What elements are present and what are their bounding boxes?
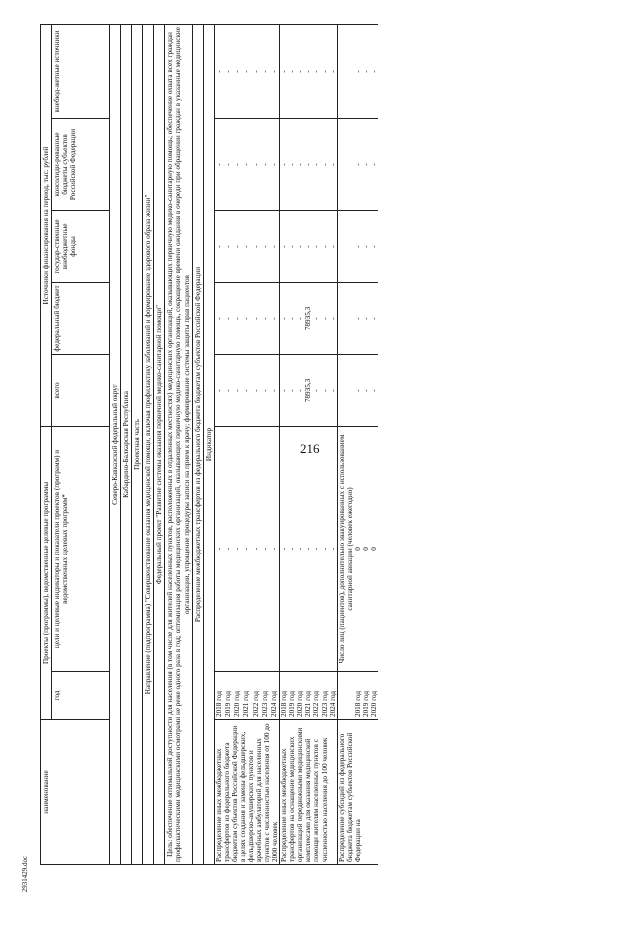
consolidated-value: - <box>242 118 251 210</box>
total-value: - <box>270 354 280 426</box>
year-cell: 2021 год <box>304 672 312 720</box>
goal-value: - <box>233 426 242 671</box>
year-cell: 2019 год <box>362 672 370 720</box>
goal-value: - <box>312 426 320 671</box>
goal-value: 0 <box>362 426 370 671</box>
state-funds-value: - <box>296 210 304 282</box>
state-funds-value: - <box>261 210 270 282</box>
band-district: Северо-Кавказский федеральный округ <box>110 24 121 864</box>
table-header <box>41 24 110 864</box>
consolidated-value: - <box>214 118 224 210</box>
header-state-funds: государ-ственные внебюджетные фонды <box>52 210 110 282</box>
header-offbudget: внебюд-жетные источники <box>52 24 110 118</box>
state-funds-value: - <box>288 210 296 282</box>
offbudget-value: - <box>362 24 370 118</box>
total-value: - <box>354 354 362 426</box>
consolidated-value: - <box>304 118 312 210</box>
indicator-text: Число лиц (пациентов), дополнительно эвакуированных с использованием санитарной авиации (человек ежегодно) <box>337 426 354 671</box>
state-funds-value: - <box>233 210 242 282</box>
goal-value: - <box>224 426 233 671</box>
consolidated-value: - <box>288 118 296 210</box>
federal-value: - <box>321 282 329 354</box>
federal-value: 78935,3 <box>304 282 312 354</box>
state-funds-value: - <box>362 210 370 282</box>
federal-value: - <box>296 282 304 354</box>
state-funds-value: - <box>280 210 289 282</box>
band-federal-project: Федеральный проект "Развитие системы оказания первичной медико-санитарной помощи" <box>154 24 165 864</box>
year-cell: 2018 год <box>214 672 224 720</box>
offbudget-value: - <box>329 24 338 118</box>
federal-value: - <box>280 282 289 354</box>
federal-value: - <box>252 282 261 354</box>
band-goal: Цель: обеспечение оптимальной доступности для населения (в том числе для жителей населенных пунктов, расположенных в отдаленных местностях) медицинских организаций, оказывающих первичную медико-санитарную помощь; обеспечение охвата всех граждан профилактическими медицинскими осмотрами не реже одного раза в год; оптимизация работы медицинских организаций, оказывающих первичную медико-санитарную помощь, сокращение времени ожидания в очереди при обращении граждан в указанные медицинские организации, упрощение процедуры записи на прием к врачу; формирование системы защиты прав пациентов <box>165 24 192 864</box>
federal-value: - <box>362 282 370 354</box>
offbudget-value: - <box>280 24 289 118</box>
total-value: - <box>321 354 329 426</box>
year-cell: 2022 год <box>312 672 320 720</box>
consolidated-value: - <box>270 118 280 210</box>
state-funds-value: - <box>252 210 261 282</box>
total-value: - <box>296 354 304 426</box>
year-cell: 2023 год <box>261 672 270 720</box>
empty-cell <box>337 354 354 426</box>
total-value: - <box>370 354 378 426</box>
offbudget-value: - <box>296 24 304 118</box>
consolidated-value: - <box>224 118 233 210</box>
total-value: - <box>224 354 233 426</box>
year-cell: 2018 год <box>280 672 289 720</box>
goal-value: - <box>252 426 261 671</box>
federal-value: - <box>270 282 280 354</box>
empty-cell <box>337 118 354 210</box>
offbudget-value: - <box>224 24 233 118</box>
total-value: - <box>242 354 251 426</box>
offbudget-value: - <box>242 24 251 118</box>
goal-value: - <box>242 426 251 671</box>
offbudget-value: - <box>304 24 312 118</box>
consolidated-value: - <box>362 118 370 210</box>
offbudget-value: - <box>261 24 270 118</box>
consolidated-value: - <box>296 118 304 210</box>
federal-value: - <box>233 282 242 354</box>
total-value: - <box>214 354 224 426</box>
state-funds-value: - <box>354 210 362 282</box>
header-year: год <box>52 672 110 720</box>
consolidated-value: - <box>261 118 270 210</box>
consolidated-value: - <box>252 118 261 210</box>
year-cell: 2018 год <box>354 672 362 720</box>
section-bands <box>110 24 215 864</box>
state-funds-value: - <box>321 210 329 282</box>
document-id: 2931429.doc <box>21 855 29 893</box>
header-projects-group: Проекты (программы), ведомственные целевые программы <box>41 426 52 719</box>
consolidated-value: - <box>233 118 242 210</box>
offbudget-value: - <box>321 24 329 118</box>
empty-cell <box>337 282 354 354</box>
year-cell: 2020 год <box>370 672 378 720</box>
year-cell: 2022 год <box>252 672 261 720</box>
offbudget-value: - <box>270 24 280 118</box>
consolidated-value: - <box>354 118 362 210</box>
year-cell: 2021 год <box>242 672 251 720</box>
total-value: - <box>362 354 370 426</box>
consolidated-value: - <box>312 118 320 210</box>
federal-value: - <box>329 282 338 354</box>
table-row <box>280 24 289 864</box>
goal-value: - <box>261 426 270 671</box>
offbudget-value: - <box>354 24 362 118</box>
federal-value: - <box>242 282 251 354</box>
goal-value: - <box>270 426 280 671</box>
total-value: - <box>233 354 242 426</box>
total-value: - <box>312 354 320 426</box>
goal-value: - <box>280 426 289 671</box>
federal-value: - <box>214 282 224 354</box>
rotated-page-content <box>40 25 600 865</box>
band-distribution: Распределение межбюджетных трансфертов из федерального бюджета бюджетам субъектов Российской Федерации <box>192 24 203 864</box>
offbudget-value: - <box>252 24 261 118</box>
consolidated-value: - <box>280 118 289 210</box>
empty-cell <box>337 210 354 282</box>
group-name: Распределение субсидий из федерального бюджета бюджетам субъектов Российской Федерации на <box>337 720 378 865</box>
goal-value: - <box>296 426 304 671</box>
goal-value: 0 <box>370 426 378 671</box>
offbudget-value: - <box>233 24 242 118</box>
offbudget-value: - <box>370 24 378 118</box>
total-value: - <box>288 354 296 426</box>
goal-value: - <box>321 426 329 671</box>
financing-table <box>40 24 378 865</box>
state-funds-value: - <box>224 210 233 282</box>
year-cell: 2024 год <box>329 672 338 720</box>
state-funds-value: - <box>304 210 312 282</box>
consolidated-value: - <box>321 118 329 210</box>
goal-value: - <box>329 426 338 671</box>
band-indicator: Индикатор <box>203 24 214 864</box>
offbudget-value: - <box>288 24 296 118</box>
header-federal: федеральный бюджет <box>52 282 110 354</box>
state-funds-value: - <box>329 210 338 282</box>
total-value: 78935,3 <box>304 354 312 426</box>
total-value: - <box>252 354 261 426</box>
total-value: - <box>329 354 338 426</box>
offbudget-value: - <box>312 24 320 118</box>
group-name: Распределение иных межбюджетных трансфертов на оснащение медицинских организаций передвижными медицинскими комплексами для оказания медицинской помощи жителям населенных пунктов с численностью населения до 100 человек <box>280 720 337 865</box>
federal-value: - <box>370 282 378 354</box>
state-funds-value: - <box>312 210 320 282</box>
group-transfers-paramedic-points <box>214 24 280 864</box>
year-cell <box>337 672 354 720</box>
header-goals: цели и целевые индикаторы и показатели проектов (программ) и ведомственных целевых программ* <box>52 426 110 671</box>
consolidated-value: - <box>329 118 338 210</box>
federal-value: - <box>312 282 320 354</box>
goal-value: - <box>288 426 296 671</box>
empty-cell <box>337 24 354 118</box>
page-number: 216 <box>300 441 320 456</box>
offbudget-value: - <box>214 24 224 118</box>
group-transfers-mobile-complexes <box>280 24 337 864</box>
header-total: всего <box>52 354 110 426</box>
header-name: наименование <box>41 720 110 865</box>
header-consolidated: консолиди-рованные бюджеты субъектов Российской Федерации <box>52 118 110 210</box>
total-value: - <box>261 354 270 426</box>
goal-value: 0 <box>354 426 362 671</box>
goal-value: - <box>214 426 224 671</box>
state-funds-value: - <box>242 210 251 282</box>
indicator-row <box>337 24 354 864</box>
year-cell: 2024 год <box>270 672 280 720</box>
year-cell: 2019 год <box>288 672 296 720</box>
goal-value: - <box>304 426 312 671</box>
state-funds-value: - <box>270 210 280 282</box>
band-project-part: Проектная часть <box>132 24 143 864</box>
state-funds-value: - <box>214 210 224 282</box>
band-region: Кабардино-Балкарская Республика <box>121 24 132 864</box>
federal-value: - <box>354 282 362 354</box>
group-subsidies-air-ambulance <box>337 24 378 864</box>
year-cell: 2020 год <box>296 672 304 720</box>
federal-value: - <box>288 282 296 354</box>
table-row <box>214 24 224 864</box>
band-direction: Направление (подпрограмма) "Совершенствование оказания медицинской помощи, включая профилактику заболеваний и формирование здорового образа жизни" <box>143 24 154 864</box>
group-name: Распределение иных межбюджетных трансфертов из федерального бюджета бюджетам субъектов Российской Федерации в целях создания и замены фельдшерских, фельдшерско-акушерских пунктов и врачебных амбулаторий для населенных пунктов с численностью населения от 100 до 2000 человек <box>214 720 280 865</box>
year-cell: 2019 год <box>224 672 233 720</box>
header-sources-group: Источники финансирования на период, тыс. рублей <box>41 24 52 426</box>
year-cell: 2020 год <box>233 672 242 720</box>
federal-value: - <box>224 282 233 354</box>
consolidated-value: - <box>370 118 378 210</box>
state-funds-value: - <box>370 210 378 282</box>
total-value: - <box>280 354 289 426</box>
federal-value: - <box>261 282 270 354</box>
year-cell: 2023 год <box>321 672 329 720</box>
